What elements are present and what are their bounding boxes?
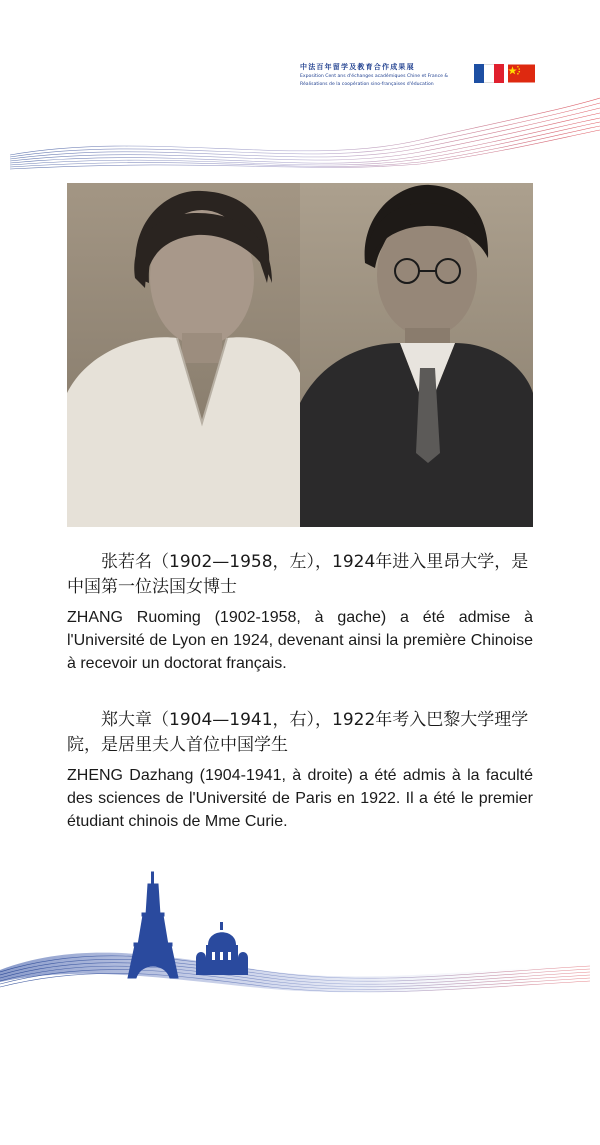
caption-chinese-1: 张若名（1902—1958，左），1924年进入里昂大学，是中国第一位法国女博士 — [67, 552, 529, 597]
sacre-coeur-icon — [196, 922, 248, 975]
portrait-zhang-ruoming — [67, 183, 300, 527]
caption-chinese-2: 郑大章（1904—1941，右），1922年考入巴黎大学理学院，是居里夫人首位中国学生 — [67, 710, 529, 755]
caption-entry-1 — [67, 550, 533, 675]
exhibition-header — [300, 62, 480, 88]
caption-entry-2 — [67, 708, 533, 833]
exhibition-title-fr-2: Réalisations de la coopération sino-françaises d'éducation — [300, 82, 434, 87]
bottom-wave-decoration — [0, 870, 600, 1010]
caption-french-1: ZHANG Ruoming (1902-1958, à gache) a été admise à l'Université de Lyon en 1924, devenant ainsi la première Chinoise à recevoir un doctorat français. — [67, 609, 533, 672]
exhibition-title-fr-1: Exposition Cent ans d'échanges académiques Chine et France & — [300, 74, 448, 79]
top-wave-decoration — [0, 90, 600, 180]
portrait-photos — [67, 183, 533, 527]
eiffel-tower-icon — [128, 872, 178, 978]
exhibition-title-cn: 中法百年留学及教育合作成果展 — [300, 63, 415, 71]
france-flag-icon — [474, 64, 504, 83]
caption-french-2: ZHENG Dazhang (1904-1941, à droite) a été admis à la faculté des sciences de l'Université de Paris en 1922. Il a été le premier étudiant chinois de Mme Curie. — [67, 767, 533, 830]
portrait-zheng-dazhang — [300, 183, 533, 527]
china-flag-icon — [508, 64, 535, 83]
